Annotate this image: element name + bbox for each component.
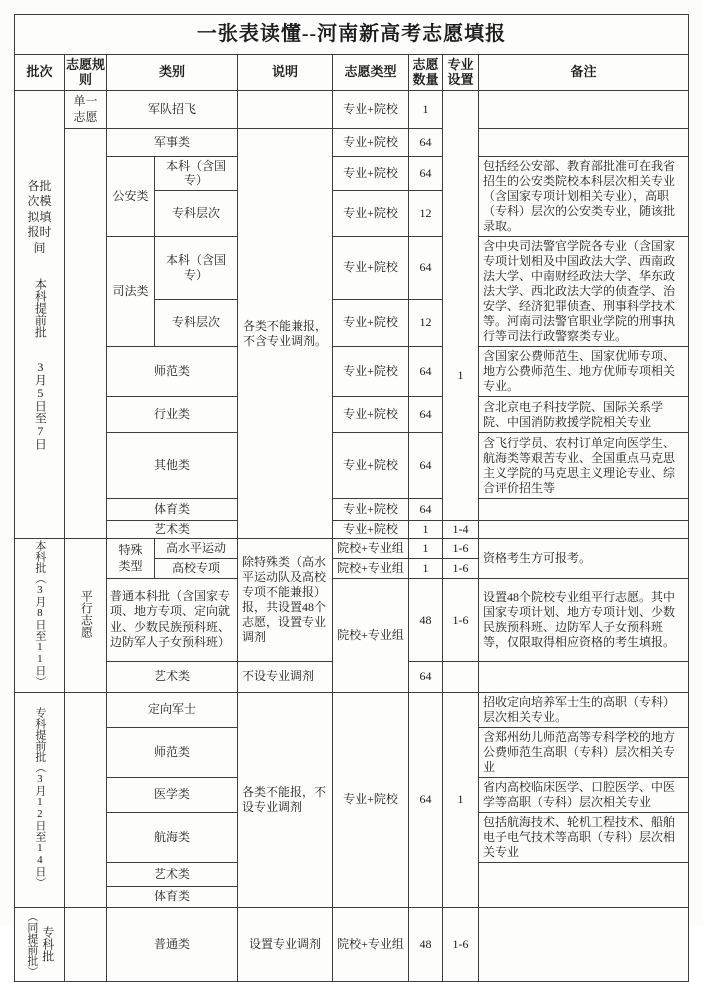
desc-cell-empty (238, 91, 333, 129)
vol-type-cell: 专业+院校 (333, 190, 409, 236)
vol-type-cell: 院校+专业组 (333, 907, 409, 981)
remark-cell (479, 862, 689, 907)
remark-cell (479, 907, 689, 981)
rule-cell-s2 (65, 539, 107, 693)
category-cell: 高水平运动 (155, 539, 238, 559)
batch-s1-line3: 3月5日至7日 (33, 360, 48, 451)
vol-count-cell: 48 (409, 907, 443, 981)
vol-count-cell: 1 (409, 559, 443, 579)
category-cell: 本科（含国专） (155, 237, 238, 300)
category-cell: 军事类 (107, 129, 238, 157)
remark-cell: 含北京电子科技学院、国际关系学院、中国消防救援学院相关专业 (479, 397, 689, 433)
header-vol-count: 志愿数量 (409, 55, 443, 91)
batch-label-s1 (18, 179, 61, 451)
vol-count-cell: 1 (409, 539, 443, 559)
category-cell: 军队招飞 (107, 91, 238, 129)
rule-cell-single (65, 91, 107, 129)
vol-count-cell: 48 (409, 579, 443, 662)
header-vol-type: 志愿类型 (333, 55, 409, 91)
remark-cell: 包括经公安部、教育部批准可在我省招生的公安类院校本科层次相关专业（含国家专项计划相关专业），高职（专科）层次的公安类专业，随该批录取。 (479, 157, 689, 237)
category-cell: 体育类 (107, 499, 238, 521)
vol-count-cell: 64 (409, 661, 443, 692)
rule-cell-s1-empty (65, 129, 107, 539)
major-set-cell: 1-6 (443, 559, 479, 579)
category-group-cell: 司法类 (107, 237, 155, 347)
category-cell: 师范类 (107, 727, 238, 777)
category-cell: 艺术类 (107, 521, 238, 539)
vol-count-cell: 64 (409, 433, 443, 499)
vol-type-cell: 专业+院校 (333, 347, 409, 397)
batch-cell-s1 (15, 91, 65, 539)
rule-cell-s4 (65, 907, 107, 981)
remark-cell: 包括航海技术、轮机工程技术、船舶电子电气技术等高职（专科）层次相关专业 (479, 812, 689, 862)
remark-cell: 含国家公费师范生、国家优师专项、地方公费师范生、地方优师专项相关专业。 (479, 347, 689, 397)
major-set-cell: 1-6 (443, 539, 479, 559)
category-cell: 定向军士 (107, 692, 238, 727)
vol-type-cell: 专业+院校 (333, 129, 409, 157)
vol-count-cell: 64 (409, 157, 443, 191)
category-cell: 普通类 (107, 907, 238, 981)
vol-type-cell-s3: 专业+院校 (333, 692, 409, 907)
remark-cell: 招收定向培养军士生的高职（专科）层次相关专业。 (479, 692, 689, 727)
category-cell: 体育类 (107, 886, 238, 907)
batch-s1-line2: 本科提前批 (33, 278, 48, 339)
vol-count-cell: 12 (409, 299, 443, 346)
category-cell: 行业类 (107, 397, 238, 433)
header-remark: 备注 (479, 55, 689, 91)
remark-cell: 含飞行学员、农村订单定向医学生、航海类等艰苦专业、全国重点马克思主义学院的马克思主义理论专业、综合评价招生等 (479, 433, 689, 499)
remark-cell: 设置48个院校专业组平行志愿。其中国家专项计划、地方专项计划、少数民族预科班、边防军人子女预科班等，仅限取得相应资格的考生填报。 (479, 579, 689, 662)
vol-count-cell: 64 (409, 347, 443, 397)
major-set-cell: 1-6 (443, 907, 479, 981)
batch-s4-main: 专科批 (40, 926, 55, 963)
remark-cell: 资格考生方可报考。 (479, 539, 689, 579)
desc-cell-s2: 除特殊类（高水平运动队及高校专项不能兼报）报，共设置48个志愿，设置专业调剂 (238, 539, 333, 662)
vol-type-cell: 院校+专业组 (333, 559, 409, 579)
vol-count-cell-s3: 64 (409, 692, 443, 907)
vol-count-cell: 64 (409, 397, 443, 433)
vol-count-cell: 64 (409, 237, 443, 300)
vol-type-cell: 专业+院校 (333, 499, 409, 521)
volunteer-table (14, 14, 689, 982)
desc-cell-s1: 各类不能兼报，不含专业调剂。 (238, 129, 333, 539)
table-title: 一张表读懂--河南新高考志愿填报 (15, 15, 689, 55)
vol-type-cell: 专业+院校 (333, 521, 409, 539)
header-batch: 批次 (15, 55, 65, 91)
vol-type-cell: 专业+院校 (333, 237, 409, 300)
vol-count-cell: 12 (409, 190, 443, 236)
remark-cell (479, 661, 689, 692)
category-cell: 普通本科批（含国家专项、地方专项、定向就业、少数民族预科班、边防军人子女预科班） (107, 579, 238, 662)
category-cell: 艺术类 (107, 862, 238, 886)
remark-cell: 省内高校临床医学、口腔医学、中医学等高职（专科）层次相关专业 (479, 777, 689, 812)
category-cell: 艺术类 (107, 661, 238, 692)
category-cell: 专科层次 (155, 190, 238, 236)
category-cell: 师范类 (107, 347, 238, 397)
category-cell: 医学类 (107, 777, 238, 812)
vol-type-cell: 专业+院校 (333, 433, 409, 499)
batch-cell-s4 (15, 907, 65, 981)
rule-parallel-label: 平行志愿 (79, 589, 94, 638)
vol-type-cell: 专业+院校 (333, 157, 409, 191)
batch-cell-s2 (15, 539, 65, 693)
vol-type-cell: 专业+院校 (333, 91, 409, 129)
header-major-set: 专业设置 (443, 55, 479, 91)
vol-count-cell: 64 (409, 129, 443, 157)
category-cell: 航海类 (107, 812, 238, 862)
major-set-cell: 1-4 (443, 521, 479, 539)
vol-type-cell: 院校+专业组 (333, 579, 409, 693)
major-set-cell: 1-6 (443, 579, 479, 662)
batch-label-s2: 本科批（3月8日至11日） (33, 540, 46, 687)
rule-cell-s3 (65, 692, 107, 907)
batch-label-s4 (18, 911, 61, 977)
vol-type-cell: 院校+专业组 (333, 539, 409, 559)
remark-cell: 含郑州幼儿师范高等专科学校的地方公费师范生高职（专科）层次相关专业 (479, 727, 689, 777)
desc-cell: 设置专业调剂 (238, 907, 333, 981)
header-category: 类别 (107, 55, 238, 91)
vol-type-cell: 专业+院校 (333, 299, 409, 346)
batch-s4-sub: （同提前批） (25, 911, 38, 978)
remark-cell (479, 91, 689, 129)
remark-cell (479, 499, 689, 521)
batch-s1-line1: 各批次模拟填报时间 (27, 178, 52, 255)
remark-cell: 含中央司法警官学院各专业（含国家专项计划相及中国政法大学、西南政法大学、中南财经政法大学、华东政法大学、西北政法大学的侦查学、治安学、经济犯罪侦查、刑事科学技术等。河南司法警官职业学院的刑事执行等司法行政警察类专业。 (479, 237, 689, 347)
vol-type-cell: 专业+院校 (333, 397, 409, 433)
vol-count-cell: 1 (409, 91, 443, 129)
header-rule: 志愿规则 (65, 55, 107, 91)
major-set-cell-s1: 1 (443, 91, 479, 521)
category-group-cell (107, 539, 155, 579)
special-type-label: 特殊类型 (118, 542, 143, 573)
batch-cell-s3 (15, 692, 65, 907)
major-set-cell-s3: 1 (443, 692, 479, 907)
category-cell: 高校专项 (155, 559, 238, 579)
category-group-cell: 公安类 (107, 157, 155, 237)
desc-cell: 不设专业调剂 (238, 661, 333, 692)
major-set-cell (443, 661, 479, 692)
category-cell: 专科层次 (155, 299, 238, 346)
batch-label-s3: 专科提前批（3月12日至14日） (33, 707, 46, 889)
category-cell: 其他类 (107, 433, 238, 499)
category-cell: 本科（含国专） (155, 157, 238, 191)
rule-single-label: 单一志愿 (73, 93, 98, 124)
vol-count-cell: 1 (409, 521, 443, 539)
header-desc: 说明 (238, 55, 333, 91)
remark-cell (479, 129, 689, 157)
desc-cell-s3: 各类不能报，不设专业调剂 (238, 692, 333, 907)
remark-cell (479, 521, 689, 539)
vol-count-cell: 64 (409, 499, 443, 521)
